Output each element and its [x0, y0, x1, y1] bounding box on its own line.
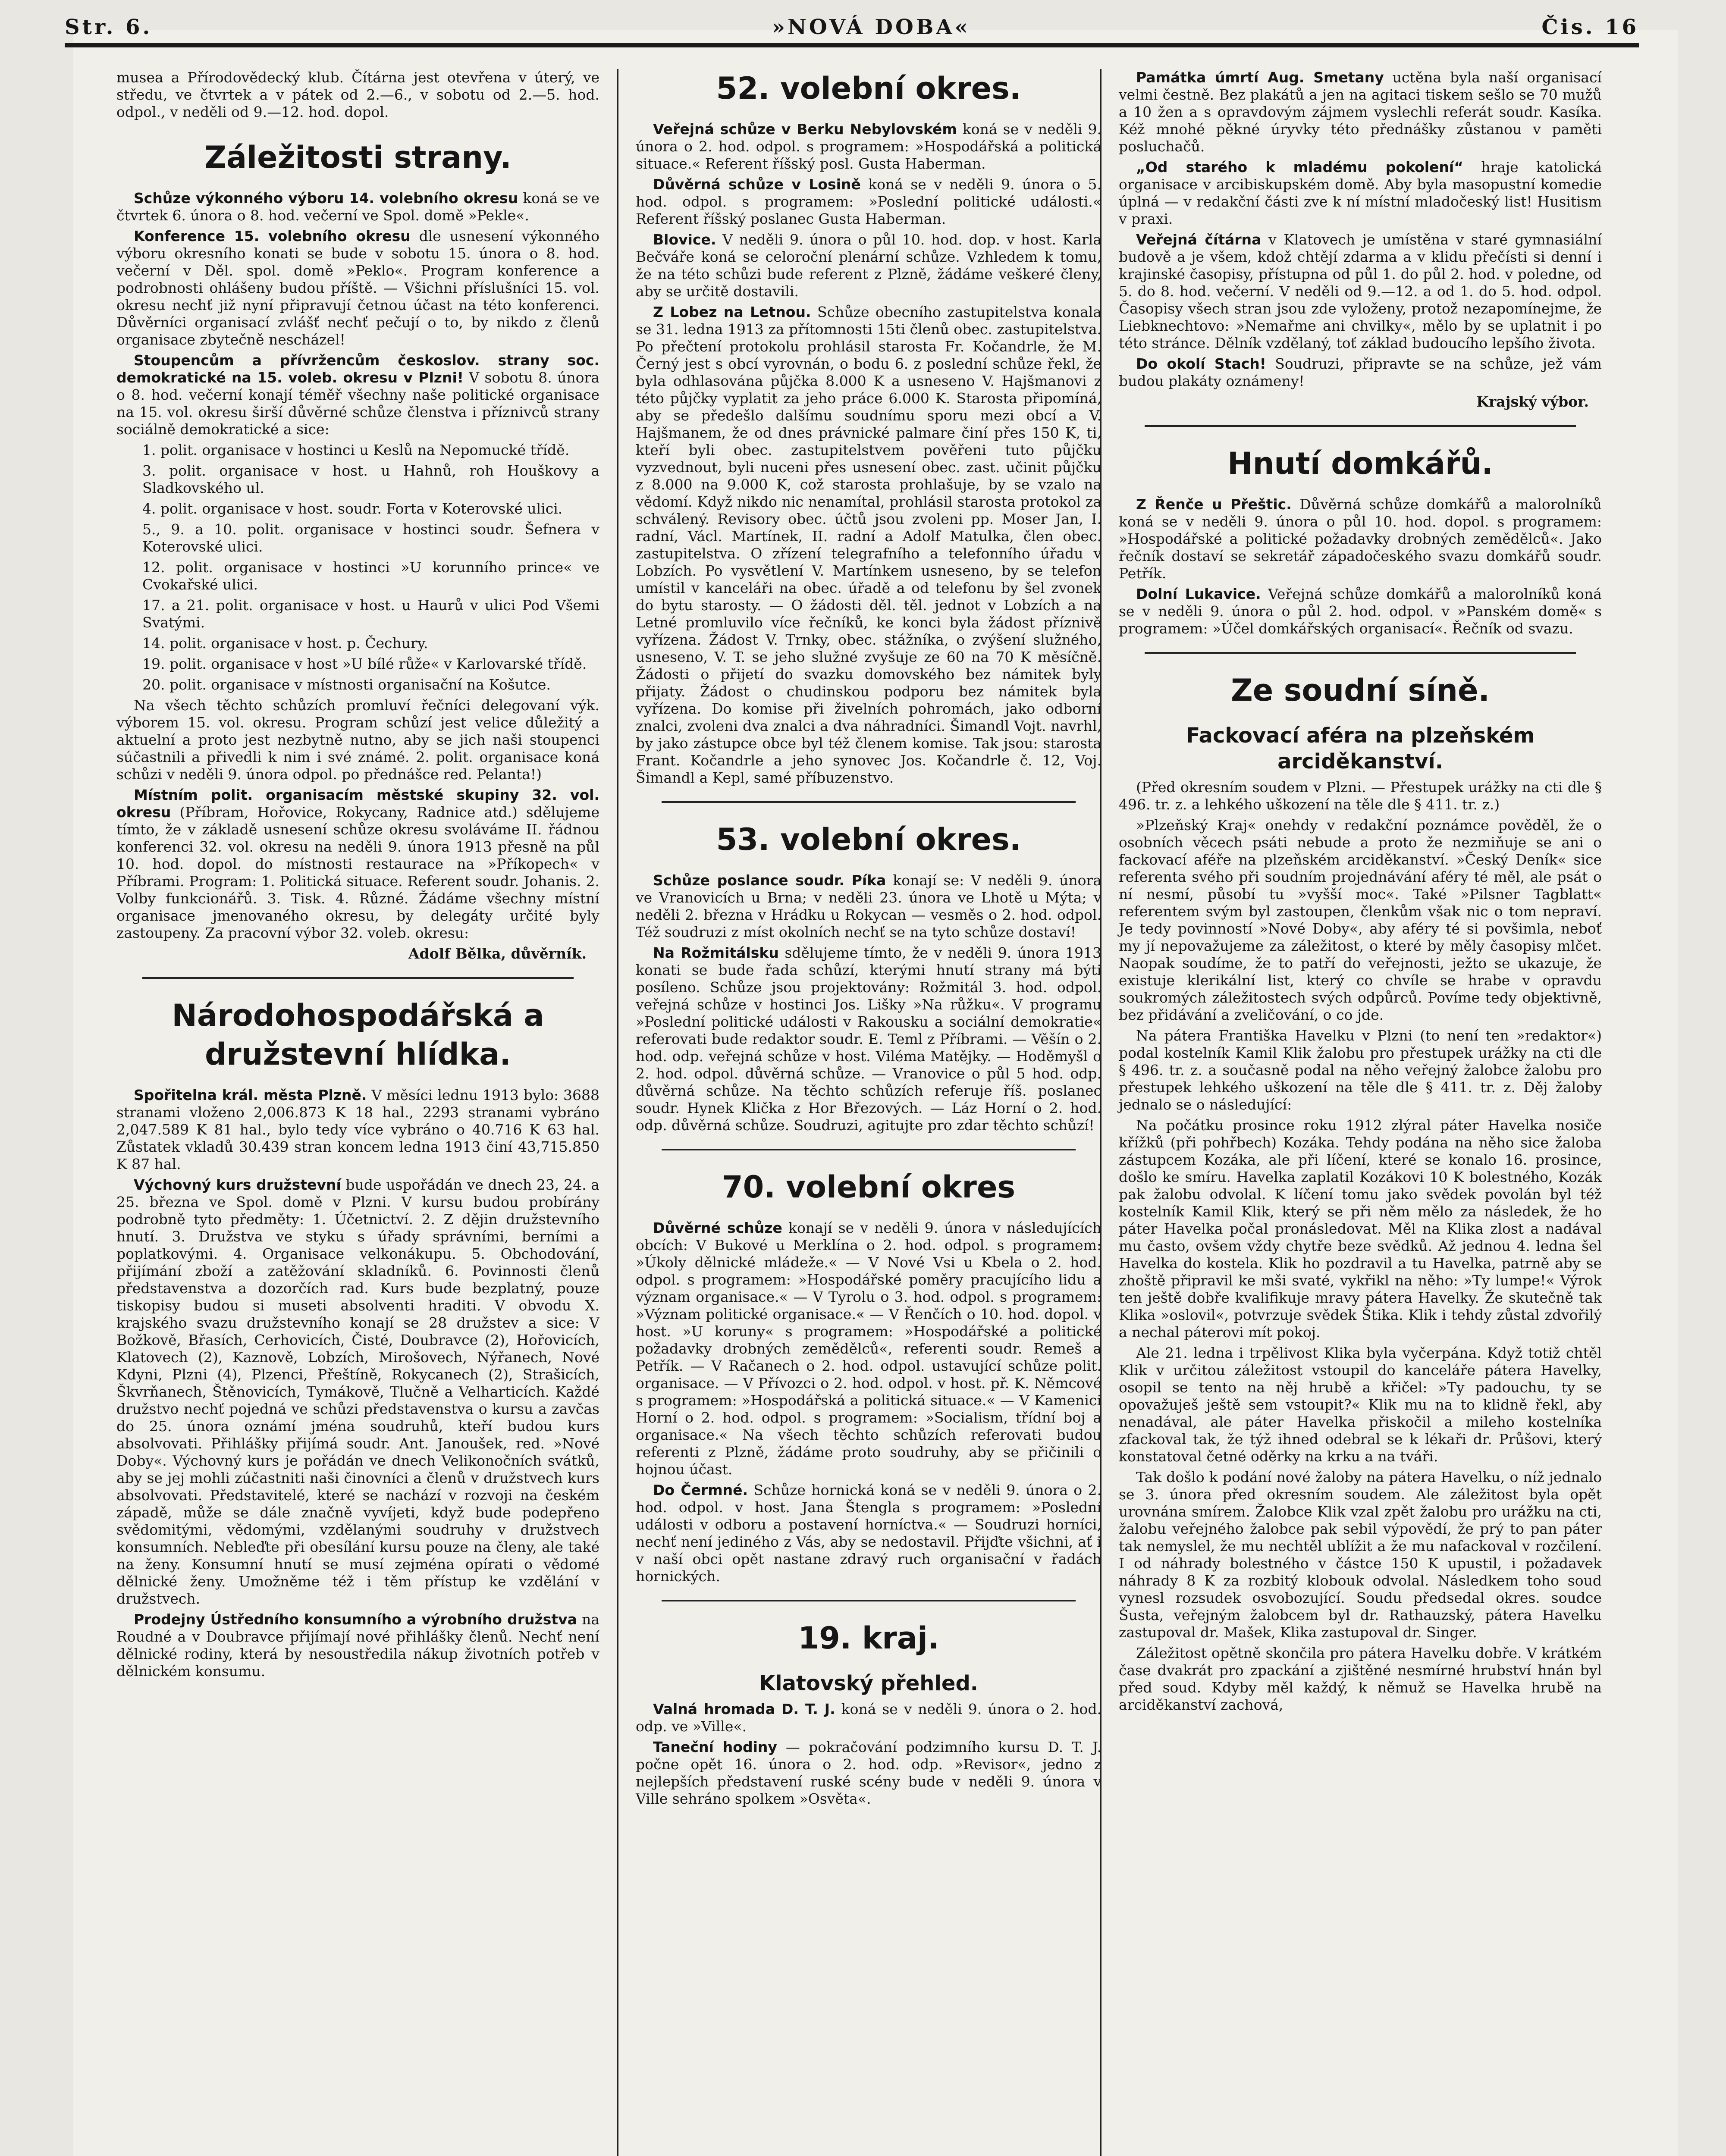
article-citarna: Veřejná čítárna v Klatovech je umístěna v staré gymnasiální budově a je všem, kdož chtějí zdarma a v klidu přečísti si denní i krajinské časopisy, přístupna od půl 1. do půl 2. hod. v poledne, od 5. do 8. hod. večerní. V neděli od 9.—12. a od 1. do 5. hod. odpol. Časopisy všech stran jsou zde vyloženy, protož nezapomínejme, že Liebknechtovo: »Nemařme ani chvilky«, mělo by se uplatnit i po této stránce. Dělník vzdělaný, toť základ budoucího lepšího života.: [1119, 231, 1602, 351]
list-item: 12. polit. organisace v hostinci »U korunního prince« ve Cvokařské ulici.: [142, 559, 599, 593]
article-vychovny: Výchovný kurs družstevní bude uspořádán ve dnech 23, 24. a 25. března ve Spol. domě v Plzni. V kursu budou probírány podrobně tyto předměty: 1. Účetnictví. 2. Z dějin družstevního hnutí. 3. Družstva ve styku s úřady správními, berními a poplatkovými. 4. Organisace velkonákupu. 5. Obchodování, přijímání zboží a zatěžování skladníků. 6. Povinnosti členů představenstva a dozorčích rad. Kurs bude bezplatný, pouze tiskopisy budou si museti absolventi hraditi. V obvodu X. krajského svazu družstevního konají se 28 družstev a sice: V Božkově, Břasích, Cerhovicích, Čisté, Doubravce (2), Hořovicích, Klatovech (2), Kaznově, Lobzích, Mirošovech, Nýřanech, Nové Kdyni, Plzni (4), Plzenci, Přeštíně, Rokycanech (2), Strašicích, Škvrňanech, Štěnovicích, Tymákově, Tlučně a Velharticích. Každé družstvo nechť pojedná ve schůzi představenstva o kursu a zavčas do 25. února oznámí jména soudruhů, kteří budou kurs absolvovati. Přihlášky přijímá soudr. Ant. Janoušek, red. »Nové Doby«. Výchovný kurs je pořádán ve dnech Velikonočních svátků, aby se jej mohli zúčastniti naši činovníci a členů v družstvech kurs absolvovati. Představitelé, které se nachází v rozvoji na českém západě, může se dále značně vyvíjeti, když bude podepřeno svědomitými, vědomými, vzdělanými soudruhy v družstvech konsumních. Nebleďte při obesílání kursu pouze na členy, ale také na ženy. Konsumní hnutí se musí zejména opírati o vědomé dělnické ženy. Umožněme též i těm přístup ke vzdělání v družstvech.: [116, 1176, 599, 1607]
signature: Krajský výbor.: [1476, 393, 1589, 410]
section-heading-19: 19. kraj.: [798, 1620, 939, 1656]
section-heading-52: 52. volební okres.: [716, 71, 1021, 106]
article-paragraph: Ale 21. ledna i trpělivost Klika byla vyčerpána. Když totiž chtěl Klik v určitou záležitost vstoupil do kanceláře pátera Havelky, osopil se tento na něj hrubě a křičel: »Ty padouchu, ty se opovažuješ ještě sem vstoupit?« Klik mu na to klidně řekl, aby nenadával, ale páter Havelka přiskočil a mileho kostelníka zfackoval tak, že týž ihned odebral se k lékaři dr. Průšovi, který konstatoval četné oděrky na krku a na tváři.: [1119, 1344, 1602, 1465]
article-title: Místním polit. organisacím městské skupiny 32. vol. okresu: [116, 787, 599, 821]
article-konference: Konference 15. volebního okresu dle usnesení výkonného výboru okresního konati se bude v sobotu 15. února o 8. hod. večerní v Děl. spol. domě »Peklo«. Program konference a podrobnosti ohlášeny budou příště. — Všichni příslušníci 15. vol. okresu nechť již nyní připravují četnou účast na této konferenci. Důvěrníci organisací zvlášť nechť pečují o to, by nikdo z členů organisace zbytečně nescházel!: [116, 228, 599, 348]
article-list-text: Na všech těchto schůzích promluví řečníci delegovaní výk. výborem 15. vol. okresu. Program schůzí jest velice důležitý a aktuelní a proto jest nezbytně nutno, aby se jich naši stoupenci súčastnili a přivedli k nim i své známé. 2. polit. organisace koná schůzi v neděli 9. února odpol. po přednášce red. Pelanta!): [116, 697, 599, 783]
article-title: Výchovný kurs družstevní: [134, 1176, 341, 1193]
article-title: Veřejná čítárna: [1136, 231, 1262, 248]
article-mistnim: Místním polit. organisacím městské skupiny 32. vol. okresu (Příbram, Hořovice, Rokycany, Radnice atd.) sdělujeme tímto, že v základě usnesení schůze okresu svoláváme II. řádnou konferenci 32. vol. okresu na neděli 9. února 1913 přesně na půl 10. hod. dopol. do místnosti restaurace na »Příkopech« v Příbrami. Program: 1. Politická situace. Referent soudr. Johanis. 2. Volby funkcionářů. 3. Tisk. 4. Různé. Žádáme všechny místní organisace jmenovaného okresu, by delegáty určité byly zastoupeny. Za pracovní výbor 32. voleb. okresu:: [116, 787, 599, 941]
divider: [662, 1149, 1076, 1150]
article-title: Na Rožmitálsku: [653, 944, 779, 961]
article-title: Spořitelna král. města Plzně.: [134, 1087, 367, 1103]
article-paragraph: »Plzeňský Kraj« onehdy v redakční poznámce pověděl, že o osobních věcech psáti nebude a proto že nezmiňuje se ani o fackovací aféře na plzeňském arciděkanství. »Český Deník« sice referenta svého při soudním projednávání aféry té měl, ale psát o ní nesmí, působí tu »vyšší moc«. Také »Pilsner Tagblatt« referentem svým byl zastoupen, členkům však nic o tom nepraví. Je tedy povinností »Nové Doby«, aby aféry té si povšimla, neboť my jí nepovažujeme za záležitost, o které by měly časopisy mlčet. Naopak soudíme, že to patří do veřejnosti, ježto se ukazuje, že existuje klerikální list, který co chvíle se hrabe v opravdu soukromých záležitostech svých odpůrců. Povíme tedy objektivně, bez přidávání a zveličování, o co jde.: [1119, 817, 1602, 1023]
article-title: „Od starého k mladému pokolení“: [1136, 159, 1463, 175]
section-heading-soud: Ze soudní síně.: [1230, 673, 1490, 708]
article-starsich: „Od starého k mladému pokolení“ hraje katolická organisace v arcibiskupském domě. Aby byla masopustní komedie úplná — v redakční části zve k ní místní mladočeský list! Husitism v praxi.: [1119, 159, 1602, 227]
article-lobez: Z Lobez na Letnou. Schůze obecního zastupitelstva konala se 31. ledna 1913 za přítomnosti 15ti členů obec. zastupitelstva. Po přečtení protokolu prohlásil starosta Fr. Kočandrle, že M. Černý jest s obcí vyrovnán, o bodu 6. z poslední schůze řekl, že byla odhlasována půjčka 8.000 K a usneseno V. Hajšmanovi z této půjčky vyplatit za jeho práce 6.000 K. Starosta připomíná, aby se předešlo dalšímu soudnímu sporu mezi obcí a V. Hajšmanem, že od dnes právnické palmare činí přes 150 K, ti, kteří byli obec. zastupitelstvem pověřeni tuto půjčku vyzvednout, byli nuceni přes usnesení obec. zast. učinit půjčku z 8.000 na 9.000 K, což starosta prohlašuje, by se vzalo na vědomí. Když nikdo nic nenamítal, prohlásil starosta protokol za schválený. Revisory obec. účtů jsou zvoleni pp. Moser Jan, I. radní, Václ. Martínek, II. radní a Adolf Matulka, člen obec. zastupitelstva. O zřízení telegrafního a telefonního úřadu v Lobzích. Po vysvětlení V. Martínkem usneseno, by se telefon umístil v kanceláři na obec. úřadě a od telefonu by šel zvonek do bytu starosty. — O žádosti děl. těl. jednot v Lobzích a na Letné promluvilo více řečníků, ke konci byla žádost příznivě vyřízena. Žádost V. Trnky, obec. stážníka, o zvýšení služného, usneseno, V. T. se jeho služné zvyšuje ze 60 na 70 K měsíčně. Žádosti o přijetí do svazku domovského bez námitek byly přijaty. Žádost o chudinskou podporu bez námitek byla vyřízena. Do komise při živelních pohromách, jako odborní znalci, zvoleni dva znalci a dva náhradníci. Šimandl Vojt. navrhl, by jako zástupce obce byl též členem komise. Tak jsou: starosta Frant. Kočandrle a jeho synovec Jos. Kočandrle č. 12, Voj. Šimandl a Kepl, samé příbuzenstvo.: [636, 304, 1102, 786]
article-title: Z Lobez na Letnou.: [653, 304, 811, 320]
article-blovice: Blovice. V neděli 9. února o půl 10. hod. dop. v host. Karla Bečváře koná se celoroční plenární schůze. Vzhledem k tomu, že na této schůzi bude referent z Plzně, žádáme veškeré členy, aby se určitě dostavili.: [636, 231, 1102, 300]
section-heading-narodo: Národohospodářská a družstevní hlídka.: [172, 998, 544, 1072]
organisation-list: [116, 442, 599, 693]
article-title: Dolní Lukavice.: [1136, 586, 1261, 602]
signature: Adolf Bělka, důvěrník.: [408, 945, 587, 962]
column-3: [1100, 69, 1602, 2156]
list-item: 19. polit. organisace v host »U bílé růže« v Karlovarské třídě.: [142, 655, 587, 672]
list-item: 14. polit. organisace v host. p. Čechury.: [142, 635, 428, 652]
article-okoli: Do okolí Stach! Soudruzi, připravte se na schůze, jež vám budou plakáty oznámeny!: [1119, 355, 1602, 389]
article-paragraph: Tak došlo k podání nové žaloby na pátera Havelku, o níž jednalo se 3. února před okresním soudem. Ale záležitost byla opět urovnána smírem. Žalobce Klik vzal zpět žalobu pro urážku na cti, žalobu veřejného žalobce pak sebil výpovědí, že prý to pan páter tak nemyslel, že mu nechtěl ublížit a že mu nafackoval v rozčilení. I od náhrady bolestného v částce 150 K upustil, i požadavek náhrady 8 K za rozbitý klobouk odvolal. Následkem toho soud vynesl rozsudek osvobozující. Soudu předsedal okres. soudce Šusta, veřejným žalobcem byl dr. Rathauzský, pátera Havelku zastupoval dr. Mašek, Klika zastupoval dr. Singer.: [1119, 1469, 1602, 1641]
article-sporitelna: Spořitelna král. města Plzně. V měsíci lednu 1913 bylo: 3688 stranami vloženo 2,006.873 K 18 hal., 2293 stranami vybráno 2,047.589 K 81 hal., bylo tedy více vybráno o 40.716 K 63 hal. Zůstatek vkladů 30.439 stran koncem ledna 1913 činí 43,715.850 K 87 hal.: [116, 1087, 599, 1172]
divider: [662, 1600, 1076, 1601]
article-tanecni: Taneční hodiny — pokračování podzimního kursu D. T. J. počne opět 16. února o 2. hod. odp. »Revisor«, jedno z nejlepších představení ruské scény bude v neděli 9. února v Ville sehráno spolkem »Osvěta«.: [636, 1739, 1102, 1807]
article-schuze: Schůze výkonného výboru 14. volebního okresu koná se ve čtvrtek 6. února o 8. hod. večerní ve Spol. domě »Pekle«.: [116, 190, 599, 224]
column-1: [116, 69, 599, 2156]
section-heading-53: 53. volební okres.: [716, 822, 1021, 857]
section-heading-domkaru: Hnutí domkářů.: [1227, 446, 1493, 481]
divider: [142, 977, 574, 979]
article-title: Schůze výkonného výboru 14. volebního okresu: [134, 190, 518, 207]
issue-number: Čis. 16: [1541, 15, 1639, 39]
page-number: Str. 6.: [65, 15, 153, 39]
article-title: Taneční hodiny: [653, 1739, 777, 1755]
article-pamatka: Památka úmrtí Aug. Smetany uctěna byla naší organisací velmi čestně. Bez plakátů a jen na agitaci tiskem sešlo se 70 mužů a 10 žen a s opravdovým zájmem vyslechli referát soudr. Kasíka. Kéž mnohé pěkné úryvky této přednášky zůstanou v paměti posluchačů.: [1119, 69, 1602, 155]
page-header: [65, 13, 1639, 47]
section-heading-70: 70. volební okres: [722, 1169, 1016, 1205]
list-item: 5., 9. a 10. polit. organisace v hostinci soudr. Šefnera v Koterovské ulici.: [142, 521, 599, 555]
article-title: Blovice.: [653, 231, 716, 248]
article-title: Prodejny Ústředního konsumního a výrobního družstva: [134, 1611, 577, 1628]
article-title: Veřejná schůze v Berku Nebylovském: [653, 121, 957, 138]
article-title: Stoupencům a přívržencům českoslov. strany soc. demokratické na 15. voleb. okresu v Plzni!: [116, 352, 599, 386]
article-title: Schůze poslance soudr. Píka: [653, 872, 886, 889]
article-title: Do okolí Stach!: [1136, 355, 1266, 372]
article-duverne-70: Důvěrné schůze konají se v neděli 9. února v následujících obcích: V Bukové u Merklína o 2. hod. odpol. s programem: »Úkoly dělnické mládeže.« — V Nové Vsi u Kbela o 2. hod. odpol. s programem: »Hospodářské poměry pracujícího lidu a význam organisace.« — V Tyrolu o 3. hod. odpol. s programem: »Význam politické organisace.« — V Řenčích o 10. hod. dopol. v host. »U koruny« s programem: »Hospodářské a politické požadavky drobných zemědělců«, referenti soudr. Remeš a Petřík. — V Račanech o 2. hod. odpol. ustavující schůze polit. organisace. — V Přívozci o 2. hod. odpol. v host. př. K. Němcové s programem: »Hospodářská a politická situace.« — V Kamenici Horní o 2. hod. odpol. s programem: »Socialism, třídní boj a organisace.« Na všech těchto schůzích referovati budou referenti z Plzně, žádáme proto soudruhy, aby se přičinili o hojnou účast.: [636, 1219, 1102, 1478]
list-item: 1. polit. organisace v hostinci u Keslů na Nepomucké třídě.: [142, 442, 570, 458]
list-item: 4. polit. organisace v host. soudr. Forta v Koterovské ulici.: [142, 500, 563, 517]
article-title: Z Řenče u Přeštic.: [1136, 496, 1292, 513]
divider: [1145, 425, 1576, 427]
article-paragraph: Na pátera Františka Havelku v Plzni (to není ten »redaktor«) podal kostelník Kamil Klik žalobu pro přestupek urážky na cti dle § 496. tr. z. a současně podal na něho veřejný žalobce žalobu pro přestupek lehkého uškození na těle dle § 411. tr. z. Děj žaloby jednalo se o následující:: [1119, 1027, 1602, 1113]
article-renc: Z Řenče u Přeštic. Důvěrná schůze domkářů a malorolníků koná se v neděli 9. února o půl 10. hod. dopol. s programem: »Hospodářské a politické požadavky drobných zemědělců«. Jako řečník dostaví se sekretář západočeského svazu domkářů soudr. Petřík.: [1119, 496, 1602, 582]
article-title: Důvěrná schůze v Losině: [653, 176, 861, 193]
article-title: Valná hromada D. T. J.: [653, 1701, 835, 1717]
subheading-fackovaci: Fackovací aféra na plzeňském arciděkanství.: [1186, 724, 1535, 774]
list-item: 20. polit. organisace v místnosti organisační na Košutce.: [142, 676, 551, 693]
subheading-klatovsky: Klatovský přehled.: [759, 1671, 979, 1695]
article-stoupencum: Stoupencům a přívržencům českoslov. strany soc. demokratické na 15. voleb. okresu v Plzni! V sobotu 8. února o 8. hod. večerní konají téměř všechny naše politické organisace na 15. vol. okresu širší důvěrné schůze členstva i příznivců strany sociálně demokratické a sice:: [116, 352, 599, 438]
article-paragraph: Záležitost opětně skončila pro pátera Havelku dobře. V krátkém čase dvakrát pro zpackání a zjištěné nesmírné hrubství hnán byl před soud. Kdyby měl každý, k němuž se Havelka hrubě na arciděkanství zachová,: [1119, 1645, 1602, 1713]
section-heading-strany: Záležitosti strany.: [204, 140, 512, 175]
article-verejna: Veřejná schůze v Berku Nebylovském koná se v neděli 9. února o 2. hod. odpol. s programem: »Hospodářská a politická situace.« Referent říšský posl. Gusta Haberman.: [636, 121, 1102, 172]
article-paragraph: Na počátku prosince roku 1912 zlýral páter Havelka nosiče křížků (při pohřbech) Kozáka. Tehdy podána na něho sice žaloba zástupcem Kozáka, ale při líčení, které se konalo 16. prosince, došlo ke smíru. Havelka zaplatil Kozákovi 10 K bolestného, Kozák pak žalobu odvolal. K líčení tomu jako svědek povolán byl též kostelník Kamil Klik, který se při něm mělo za následek, že ho páter Havelka počal pronásledovat. Měl na Klika zlost a nadával mu často, ovšem vždy chytře beze svědků. Až jednou 4. ledna šel Havelka do kostela. Klik ho pozdravil a tu Havelka, patrně aby se zhoště připravil ke mši svaté, vykřikl na něho: »Ty lumpe!« Výrok ten ještě dobře kvalifikuje mravy pátera Havelky. Že skutečně tak Klika »oslovil«, potvrzuje svědek Štika. Klik i tehdy zůstal zdvořilý a nechal páterovi mít pokoj.: [1119, 1117, 1602, 1341]
article-cermna: Do Čermné. Schůze hornická koná se v neděli 9. února o 2. hod. odpol. v host. Jana Štengla s programem: »Poslední události v odboru a postavení horníctva.« — Soudruzi horníci, nechť není jediného z Vás, aby se nedostavil. Přijďte všichni, ať i v naší obci opět nastane zdravý ruch organisační v řadách hornických.: [636, 1482, 1102, 1585]
article-lukavice: Dolní Lukavice. Veřejná schůze domkářů a malorolníků koná se v neděli 9. února o půl 2. hod. odpol. v »Panském domě« s programem: »Účel domkářských organisací«. Řečník od svazu.: [1119, 586, 1602, 637]
article-duverna: Důvěrná schůze v Losině koná se v neděli 9. února o 5. hod. odpol. s programem: »Poslední politické události.« Referent říšský poslanec Gusta Haberman.: [636, 176, 1102, 227]
article-pika: Schůze poslance soudr. Píka konají se: V neděli 9. února ve Vranovicích u Brna; v neděli 23. února ve Lhotě u Mýta; v neděli 2. března v Hrádku u Rokycan — vesměs o 2. hod. odpol. Též soudruzi z míst okolních nechť se na tyto schůze dostaví!: [636, 872, 1102, 940]
divider: [662, 801, 1076, 803]
article-title: Důvěrné schůze: [653, 1219, 782, 1236]
museum-intro: musea a Přírodovědecký klub. Čítárna jest otevřena v úterý, ve středu, ve čtvrtek a v pátek od 2.—6., v sobotu od 2.—5. hod. odpol., v neděli od 9.—12. hod. dopol.: [116, 69, 599, 120]
article-title: Do Čermné.: [653, 1482, 748, 1498]
article-title: Památka úmrtí Aug. Smetany: [1136, 69, 1384, 86]
article-valna: Valná hromada D. T. J. koná se v neděli 9. února o 2. hod. odp. ve »Ville«.: [636, 1701, 1102, 1735]
article-paragraph: (Před okresním soudem v Plzni. — Přestupek urážky na cti dle § 496. tr. z. a lehkého uškození na těle dle § 411. tr. z.): [1119, 779, 1602, 813]
column-2: [617, 69, 1102, 2156]
list-item: 3. polit. organisace v host. u Hahnů, roh Houškovy a Sladkovského ul.: [142, 462, 599, 496]
newspaper-title: »NOVÁ DOBA«: [772, 15, 970, 39]
article-prodejny: Prodejny Ústředního konsumního a výrobního družstva na Roudné a v Doubravce přijímají nové přihlášky členů. Nechť není dělnické rodiny, která by nesoustředila nákup životních potřeb v dělnickém konsumu.: [116, 1611, 599, 1680]
list-item: 17. a 21. polit. organisace v host. u Haurů v ulici Pod Všemi Svatými.: [142, 597, 599, 631]
article-title: Konference 15. volebního okresu: [134, 228, 411, 244]
article-rozmital: Na Rožmitálsku sdělujeme tímto, že v neděli 9. února 1913 konati se bude řada schůzí, kterými hnutí strany má býti posíleno. Schůze jsou projektovány: Rožmitál 3. hod. odpol. veřejná schůze v hostinci Jos. Lišky »Na růžku«. V programu »Poslední politické události v Rakousku a sociální demokratie« referovati bude redaktor soudr. E. Teml z Příbrami. — Věšín o 2. hod. odp. veřejná schůze v host. Viléma Matějky. — Hoděmyšl o 2. hod. odpol. důvěrná schůze. — Vranovice o půl 5 hod. odp. důvěrná schůze. Na těchto schůzích referuje říš. poslanec soudr. Hynek Klička z Hor Březových. — Láz Horní o 2. hod. odp. důvěrná schůze. Soudruzi, agitujte pro zdar těchto schůzí!: [636, 944, 1102, 1134]
divider: [1145, 652, 1576, 654]
